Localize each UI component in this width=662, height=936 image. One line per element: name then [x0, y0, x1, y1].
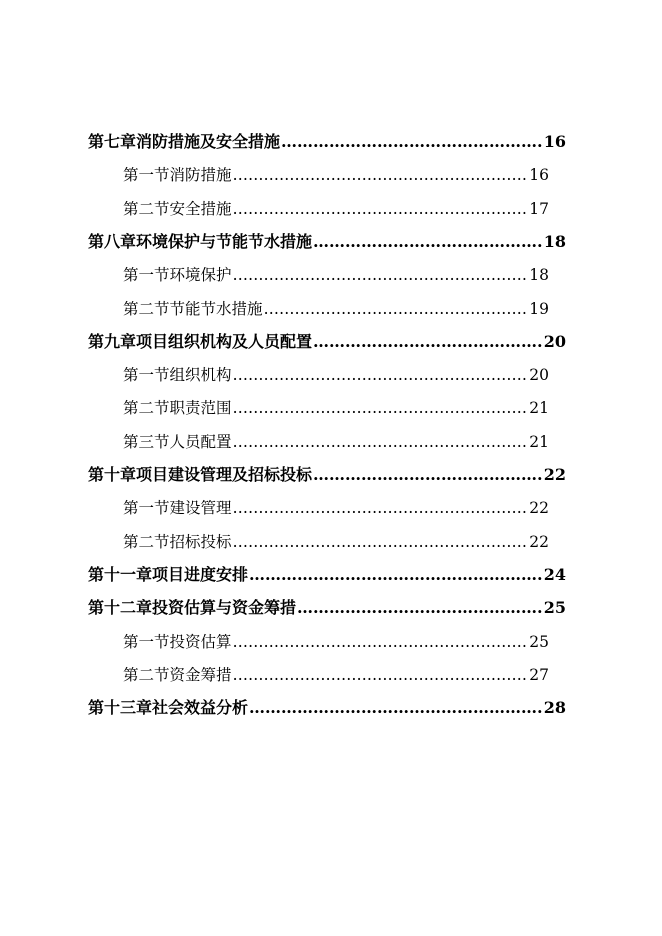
toc-entry-page: 20 [543, 331, 566, 351]
toc-entry-page: 18 [543, 231, 566, 251]
toc-entry-title: 环境保护与节能节水措施 [136, 231, 313, 251]
toc-entry-title: 消防措施及安全措施 [136, 132, 281, 151]
toc-entry-title: 节能节水措施 [169, 299, 263, 318]
toc-entry-page: 25 [529, 632, 549, 651]
dot-leader [264, 297, 529, 321]
toc-entry-title: 安全措施 [169, 199, 232, 218]
dot-leader [313, 230, 543, 254]
toc-section-row[interactable] [123, 630, 549, 654]
toc-chapter-row[interactable] [88, 563, 566, 587]
toc-entry-title: 消防措施 [169, 166, 232, 185]
toc-section-row[interactable] [123, 430, 549, 454]
toc-entry-page: 22 [529, 499, 549, 518]
toc-chapter-row[interactable] [88, 130, 566, 154]
toc-entry-title: 组织机构 [169, 366, 232, 385]
dot-leader [313, 463, 543, 487]
toc-entry-page: 24 [543, 564, 566, 584]
toc-entry-page: 28 [543, 698, 566, 718]
toc-entry-number: 第二节 [123, 532, 170, 551]
dot-leader [233, 163, 529, 187]
toc-entry-page: 27 [529, 665, 549, 684]
toc-chapter-row[interactable] [88, 696, 566, 720]
toc-entry-page: 25 [543, 598, 566, 618]
toc-entry-page: 18 [529, 266, 549, 285]
toc-entry-title: 投资估算与资金筹措 [152, 598, 297, 618]
toc-entry-number: 第一节 [123, 499, 170, 518]
toc-entry-page: 21 [529, 432, 549, 451]
toc-entry-title: 项目组织机构及人员配置 [136, 331, 313, 351]
toc-section-row[interactable] [123, 163, 549, 187]
toc-entry-page: 22 [529, 532, 549, 551]
toc-section-row[interactable] [123, 363, 549, 387]
toc-entry-number: 第一节 [123, 632, 170, 651]
dot-leader [233, 396, 529, 420]
dot-leader [233, 363, 529, 387]
toc-entry-number: 第二节 [123, 665, 170, 684]
dot-leader [233, 430, 529, 454]
toc-section-row[interactable] [123, 663, 549, 687]
toc-section-row[interactable] [123, 297, 549, 321]
toc-section-row[interactable] [123, 263, 549, 287]
toc-entry-number: 第十三章 [88, 698, 153, 718]
toc-entry-number: 第三节 [123, 432, 170, 451]
dot-leader [233, 663, 529, 687]
toc-entry-page: 20 [529, 366, 549, 385]
dot-leader [249, 563, 543, 587]
toc-entry-number: 第十二章 [88, 598, 153, 618]
dot-leader [233, 630, 529, 654]
toc-section-row[interactable] [123, 530, 549, 554]
toc-entry-page: 17 [529, 199, 549, 218]
toc-entry-title: 社会效益分析 [152, 698, 249, 718]
toc-entry-number: 第十章 [88, 465, 137, 484]
toc-entry-number: 第十一章 [88, 564, 153, 584]
dot-leader [281, 130, 543, 154]
dot-leader [233, 496, 529, 520]
toc-entry-title: 项目进度安排 [152, 564, 249, 584]
toc-chapter-row[interactable] [88, 463, 566, 487]
toc-chapter-row[interactable] [88, 230, 566, 254]
toc-entry-number: 第一节 [123, 366, 170, 385]
toc-entry-title: 资金筹措 [169, 665, 232, 684]
toc-entry-title: 项目建设管理及招标投标 [136, 465, 313, 484]
dot-leader [233, 263, 529, 287]
toc-entry-number: 第九章 [88, 331, 137, 351]
toc-section-row[interactable] [123, 496, 549, 520]
toc-entry-number: 第二节 [123, 299, 170, 318]
toc-entry-title: 环境保护 [169, 266, 232, 285]
toc-section-row[interactable] [123, 197, 549, 221]
toc-chapter-row[interactable] [88, 330, 566, 354]
toc-entry-page: 19 [529, 299, 549, 318]
toc-entry-page: 16 [543, 132, 566, 151]
dot-leader [297, 596, 543, 620]
toc-entry-page: 16 [529, 166, 549, 185]
toc-entry-title: 建设管理 [169, 499, 232, 518]
dot-leader [249, 696, 543, 720]
toc-entry-title: 投资估算 [169, 632, 232, 651]
toc-entry-number: 第二节 [123, 199, 170, 218]
dot-leader [233, 530, 529, 554]
toc-entry-page: 22 [543, 465, 566, 484]
toc-entry-title: 招标投标 [169, 532, 232, 551]
toc-entry-number: 第一节 [123, 266, 170, 285]
toc-section-row[interactable] [123, 396, 549, 420]
toc-entry-title: 人员配置 [169, 432, 232, 451]
toc-entry-number: 第二节 [123, 399, 170, 418]
toc-entry-number: 第一节 [123, 166, 170, 185]
toc-entry-number: 第七章 [88, 132, 137, 151]
toc-chapter-row[interactable] [88, 596, 566, 620]
dot-leader [313, 330, 543, 354]
dot-leader [233, 197, 529, 221]
toc-entry-page: 21 [529, 399, 549, 418]
toc-entry-title: 职责范围 [169, 399, 232, 418]
toc-entry-number: 第八章 [88, 231, 137, 251]
